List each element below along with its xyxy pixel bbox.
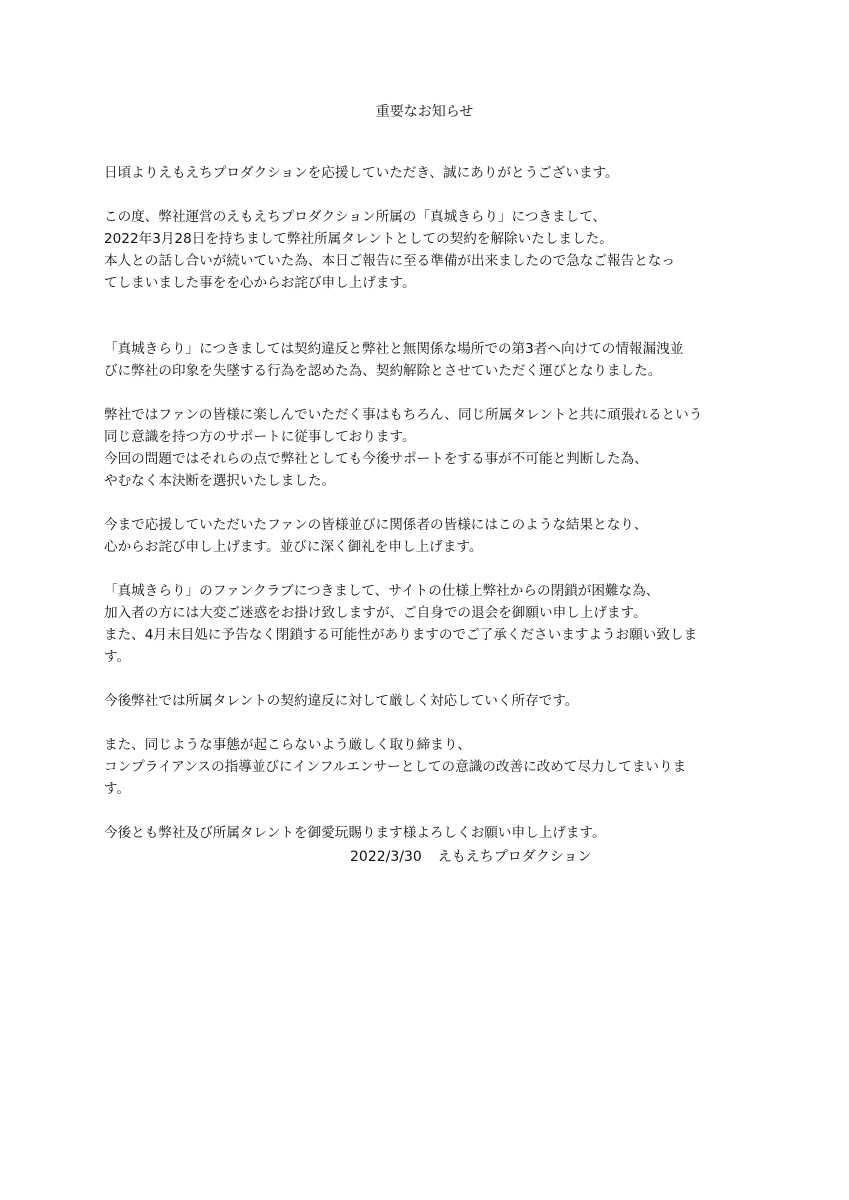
text-line: 加入者の方には大変ご迷惑をお掛け致しますが、ご自身での退会を御願い申し上げます。 xyxy=(104,605,647,621)
notice-body xyxy=(104,162,764,844)
company-signature: えもえちプロダクション xyxy=(437,849,592,865)
text-line: また、4月末目処に予告なく閉鎖する可能性がありますのでご了承くださいますようお願い致しま xyxy=(104,627,698,643)
paragraph-closing xyxy=(104,822,764,844)
text-line: やむなく本決断を選択いたしました。 xyxy=(104,473,336,489)
text-line: 同じ意識を持つ方のサポートに従事しております。 xyxy=(104,429,416,445)
text-line: 本人との話し合いが続いていた為、本日ご報告に至る準備が出来ましたので急なご報告となっ xyxy=(104,253,675,269)
text-line: す。 xyxy=(104,781,131,797)
text-line: 今後弊社では所属タレントの契約違反に対して厳しく対応していく所存です。 xyxy=(104,693,579,709)
notice-date: 2022/3/30 xyxy=(350,849,422,865)
date-signature xyxy=(350,846,592,868)
paragraph-greeting xyxy=(104,162,764,184)
text-line: 今回の問題ではそれらの点で弊社としても今後サポートをする事が不可能と判断した為、 xyxy=(104,451,648,467)
text-line: てしまいました事をを心からお詫び申し上げます。 xyxy=(104,275,416,291)
text-line: 「真城きらり」のファンクラブにつきまして、サイトの仕様上弊社からの閉鎖が困難な為、 xyxy=(104,583,660,599)
text-line: 弊社ではファンの皆様に楽しんでいただく事はもちろん、同じ所属タレントと共に頑張れるという xyxy=(104,407,703,423)
paragraph-reason xyxy=(104,338,764,382)
text-line: この度、弊社運営のえもえちプロダクション所属の「真城きらり」につきまして、 xyxy=(104,209,607,225)
paragraph-contract-termination xyxy=(104,206,764,294)
notice-title: 重要なお知らせ xyxy=(375,104,474,120)
text-line: 日頃よりえもえちプロダクションを応援していただき、誠にありがとうございます。 xyxy=(104,165,619,181)
text-line: また、同じような事態が起こらないよう厳しく取り締まり、 xyxy=(104,737,472,753)
paragraph-support-policy xyxy=(104,404,764,492)
paragraph-fanclub xyxy=(104,580,764,668)
text-line: 今まで応援していただいたファンの皆様並びに関係者の皆様にはこのような結果となり、 xyxy=(104,517,648,533)
text-line: コンプライアンスの指導並びにインフルエンサーとしての意識の改善に改めて尽力してまいりま xyxy=(104,759,687,775)
text-line: びに弊社の印象を失墜する行為を認めた為、契約解除とさせていただく運びとなりました。 xyxy=(104,363,662,379)
paragraph-compliance xyxy=(104,734,764,800)
text-line: す。 xyxy=(104,649,131,665)
text-line: 心からお詫び申し上げます。並びに深く御礼を申し上げます。 xyxy=(104,539,483,555)
text-line: 今後とも弊社及び所属タレントを御愛玩賜ります様よろしくお願い申し上げます。 xyxy=(104,825,606,841)
paragraph-apology xyxy=(104,514,764,558)
text-line: 2022年3月28日を持ちまして弊社所属タレントとしての契約を解除いたしました。 xyxy=(104,231,613,247)
text-line: 「真城きらり」につきましては契約違反と弊社と無関係な場所での第3者へ向けての情報漏洩並 xyxy=(104,341,684,357)
paragraph-future-policy xyxy=(104,690,764,712)
